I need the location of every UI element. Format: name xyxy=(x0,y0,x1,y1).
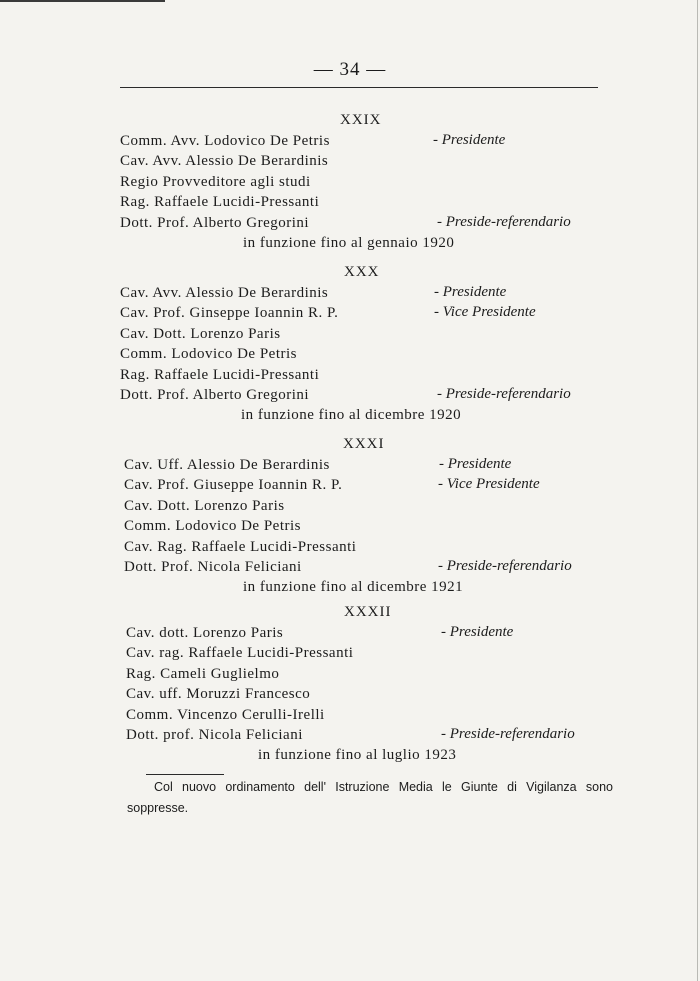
member-role: - Presidente xyxy=(439,456,512,472)
member-name: Cav. Avv. Alessio De Berardinis xyxy=(120,285,329,301)
member-role: - Vice Presidente xyxy=(434,304,536,320)
member-name: Dott. Prof. Nicola Feliciani xyxy=(124,559,302,575)
term-line: in funzione fino al gennaio 1920 xyxy=(243,235,455,251)
member-name: Comm. Lodovico De Petris xyxy=(124,518,301,534)
member-role: - Presidente xyxy=(441,624,514,640)
member-name: Cav. Dott. Lorenzo Paris xyxy=(124,498,285,514)
section-title: XXIX xyxy=(340,112,382,128)
footnote: Col nuovo ordinamento dell' Istruzione Media le Giunte di Vigilanza sono soppresse. xyxy=(127,780,613,815)
member-name: Cav. Rag. Raffaele Lucidi-Pressanti xyxy=(124,539,357,555)
member-name: Rag. Raffaele Lucidi-Pressanti xyxy=(120,367,320,383)
member-name: Cav. Prof. Ginseppe Ioannin R. P. xyxy=(120,305,339,321)
member-name: Rag. Raffaele Lucidi-Pressanti xyxy=(120,194,320,210)
member-name: Comm. Avv. Lodovico De Petris xyxy=(120,133,330,149)
section-title: XXX xyxy=(344,264,380,280)
member-role: - Presidente xyxy=(434,284,507,300)
member-name: Dott. prof. Nicola Feliciani xyxy=(126,727,303,743)
member-role: - Preside-referendario xyxy=(441,726,575,742)
member-name: Regio Provveditore agli studi xyxy=(120,174,311,190)
member-name: Cav. Dott. Lorenzo Paris xyxy=(120,326,281,342)
member-name: Rag. Cameli Guglielmo xyxy=(126,666,280,682)
member-name: Cav. uff. Moruzzi Francesco xyxy=(126,686,311,702)
member-name: Dott. Prof. Alberto Gregorini xyxy=(120,215,310,231)
member-role: - Vice Presidente xyxy=(438,476,540,492)
scan-page-edge xyxy=(697,0,698,981)
footnote-rule xyxy=(146,774,224,775)
section-title: XXXI xyxy=(343,436,385,452)
scan-artifact-line xyxy=(0,0,165,2)
member-name: Comm. Vincenzo Cerulli-Irelli xyxy=(126,707,325,723)
term-line: in funzione fino al luglio 1923 xyxy=(258,747,457,763)
member-name: Cav. Uff. Alessio De Berardinis xyxy=(124,457,330,473)
member-role: - Preside-referendario xyxy=(438,558,572,574)
member-role: - Presidente xyxy=(433,132,506,148)
term-line: in funzione fino al dicembre 1921 xyxy=(243,579,464,595)
member-name: Cav. rag. Raffaele Lucidi-Pressanti xyxy=(126,645,354,661)
member-name: Cav. dott. Lorenzo Paris xyxy=(126,625,284,641)
member-name: Dott. Prof. Alberto Gregorini xyxy=(120,387,310,403)
member-name: Cav. Avv. Alessio De Berardinis xyxy=(120,153,329,169)
member-role: - Preside-referendario xyxy=(437,386,571,402)
member-name: Cav. Prof. Giuseppe Ioannin R. P. xyxy=(124,477,343,493)
term-line: in funzione fino al dicembre 1920 xyxy=(241,407,462,423)
page-number: — 34 — xyxy=(313,59,387,80)
member-role: - Preside-referendario xyxy=(437,214,571,230)
header-rule xyxy=(120,87,598,88)
member-name: Comm. Lodovico De Petris xyxy=(120,346,297,362)
section-title: XXXII xyxy=(344,604,392,620)
